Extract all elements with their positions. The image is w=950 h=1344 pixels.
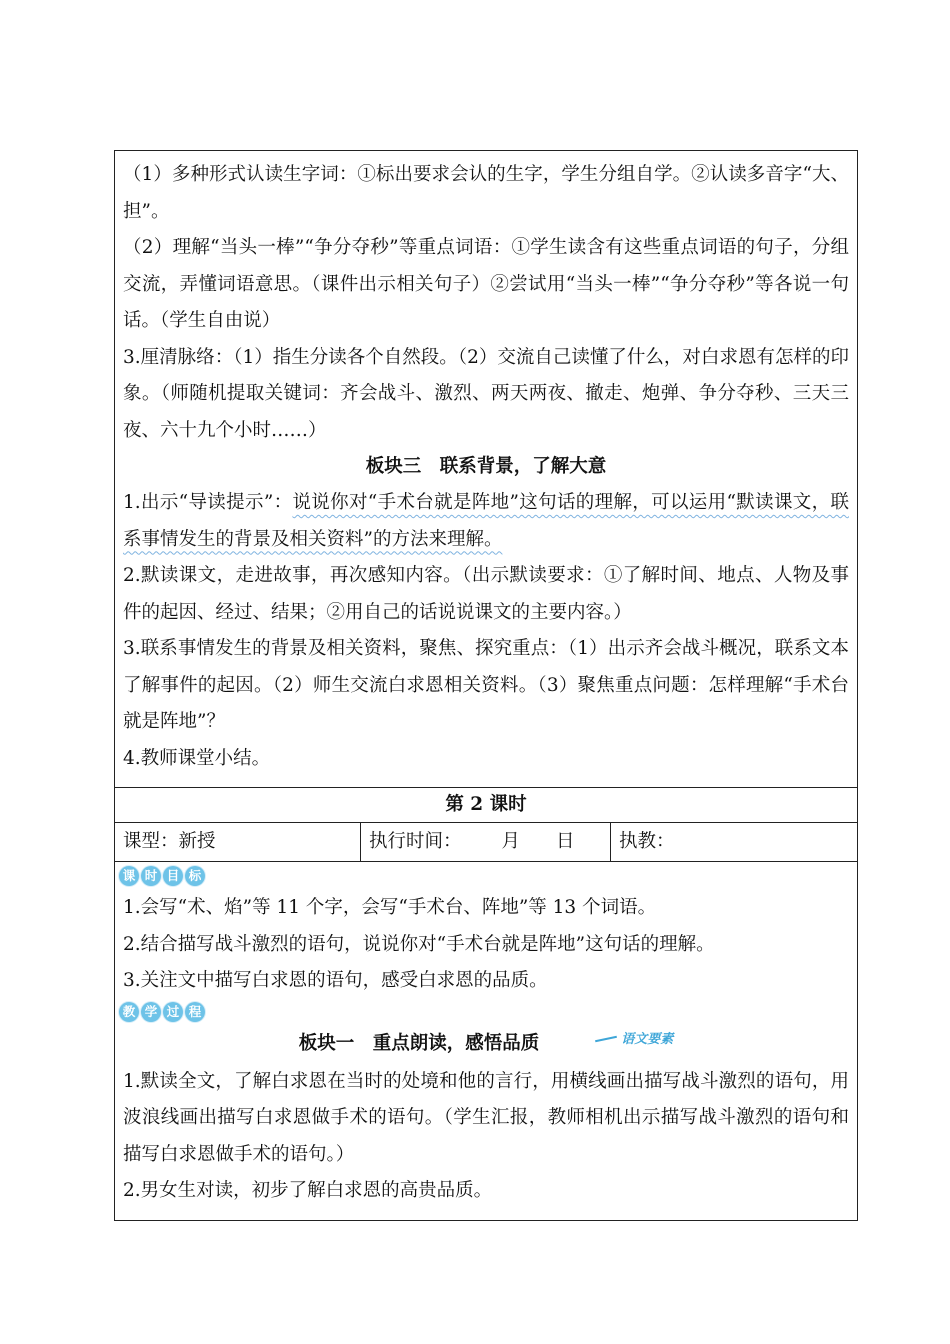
lesson-time bbox=[361, 823, 611, 861]
paragraph: （1）多种形式认读生字词：①标出要求会认的生字，学生分组自学。②认读多音字“大、担”。 bbox=[123, 164, 849, 222]
arrow-icon bbox=[595, 1036, 617, 1043]
goal-item: 3.关注文中描写白求恩的语句，感受白求恩的品质。 bbox=[123, 970, 548, 991]
goal-item: 1.会写“术、焰”等 11 个字，会写“手术台、阵地”等 13 个词语。 bbox=[123, 897, 657, 918]
lesson-number-title: 第 2 课时 bbox=[115, 788, 857, 823]
paragraph: 1.默读全文，了解白求恩在当时的处境和他的言行，用横线画出描写战斗激烈的语句，用波浪线画出描写白求恩做手术的语句。（学生汇报，教师相机出示描写战斗激烈的语句和描写白求恩做手术的语句。） bbox=[123, 1070, 849, 1165]
lesson-info-row bbox=[115, 823, 857, 862]
goals-badge-icon: 课 时 目 标 bbox=[119, 866, 205, 886]
paragraph: 3.厘清脉络：（1）指生分读各个自然段。（2）交流自己读懂了什么，对白求恩有怎样的印象。（师随机提取关键词：齐会战斗、激烈、两天两夜、撤走、炮弹、争分夺秒、三天三夜、六十九个小时……） bbox=[123, 346, 849, 441]
time-label: 执行时间： bbox=[369, 831, 462, 852]
paragraph: （2）理解“当头一棒”“争分夺秒”等重点词语：①学生读含有这些重点词语的句子，分组交流，弄懂词语意思。（课件出示相关句子）②尝试用“当头一棒”“争分夺秒”等各说一句话。（学生自由说） bbox=[123, 237, 849, 331]
paragraph-lead: 1.出示“导读提示”： bbox=[123, 492, 293, 513]
lesson-plan-table bbox=[114, 150, 858, 1221]
paragraph: 4.教师课堂小结。 bbox=[123, 747, 271, 769]
paragraph bbox=[123, 485, 849, 558]
wavy-underlined-text: 说说你对“手术台就是阵地”这句话的理解，可以运用“默读课文，联系事情发生的背景及相关资料”的方法来理解。 bbox=[123, 492, 849, 550]
lesson-teacher: 执教： bbox=[619, 831, 675, 852]
paragraph: 2.男女生对读，初步了解白求恩的高贵品质。 bbox=[123, 1180, 493, 1201]
section-part2 bbox=[115, 862, 857, 1220]
process-badge-icon: 教 学 过 程 bbox=[119, 1002, 205, 1022]
month-label: 月 bbox=[501, 831, 521, 852]
lesson-type: 课型：新授 bbox=[115, 823, 361, 861]
paragraph: 2.默读课文，走进故事，再次感知内容。（出示默读要求：①了解时间、地点、人物及事件的起因、经过、结果；②用自己的话说说课文的主要内容。） bbox=[123, 565, 849, 623]
section-heading: 板块三 联系背景，了解大意 bbox=[365, 456, 607, 477]
goal-item: 2.结合描写战斗激烈的语句，说说你对“手术台就是阵地”这句话的理解。 bbox=[123, 933, 715, 955]
key-element-tag: 语文要素 bbox=[595, 1022, 673, 1058]
day-label: 日 bbox=[556, 831, 575, 852]
section-heading: 板块一 重点朗读，感悟品质 语文要素 bbox=[123, 1026, 849, 1064]
paragraph: 3.联系事情发生的背景及相关资料，聚焦、探究重点：（1）出示齐会战斗概况，联系文本了解事件的起因。（2）师生交流白求恩相关资料。（3）聚焦重点问题：怎样理解“手术台就是阵地”？ bbox=[123, 638, 849, 732]
section-part1 bbox=[115, 151, 857, 788]
